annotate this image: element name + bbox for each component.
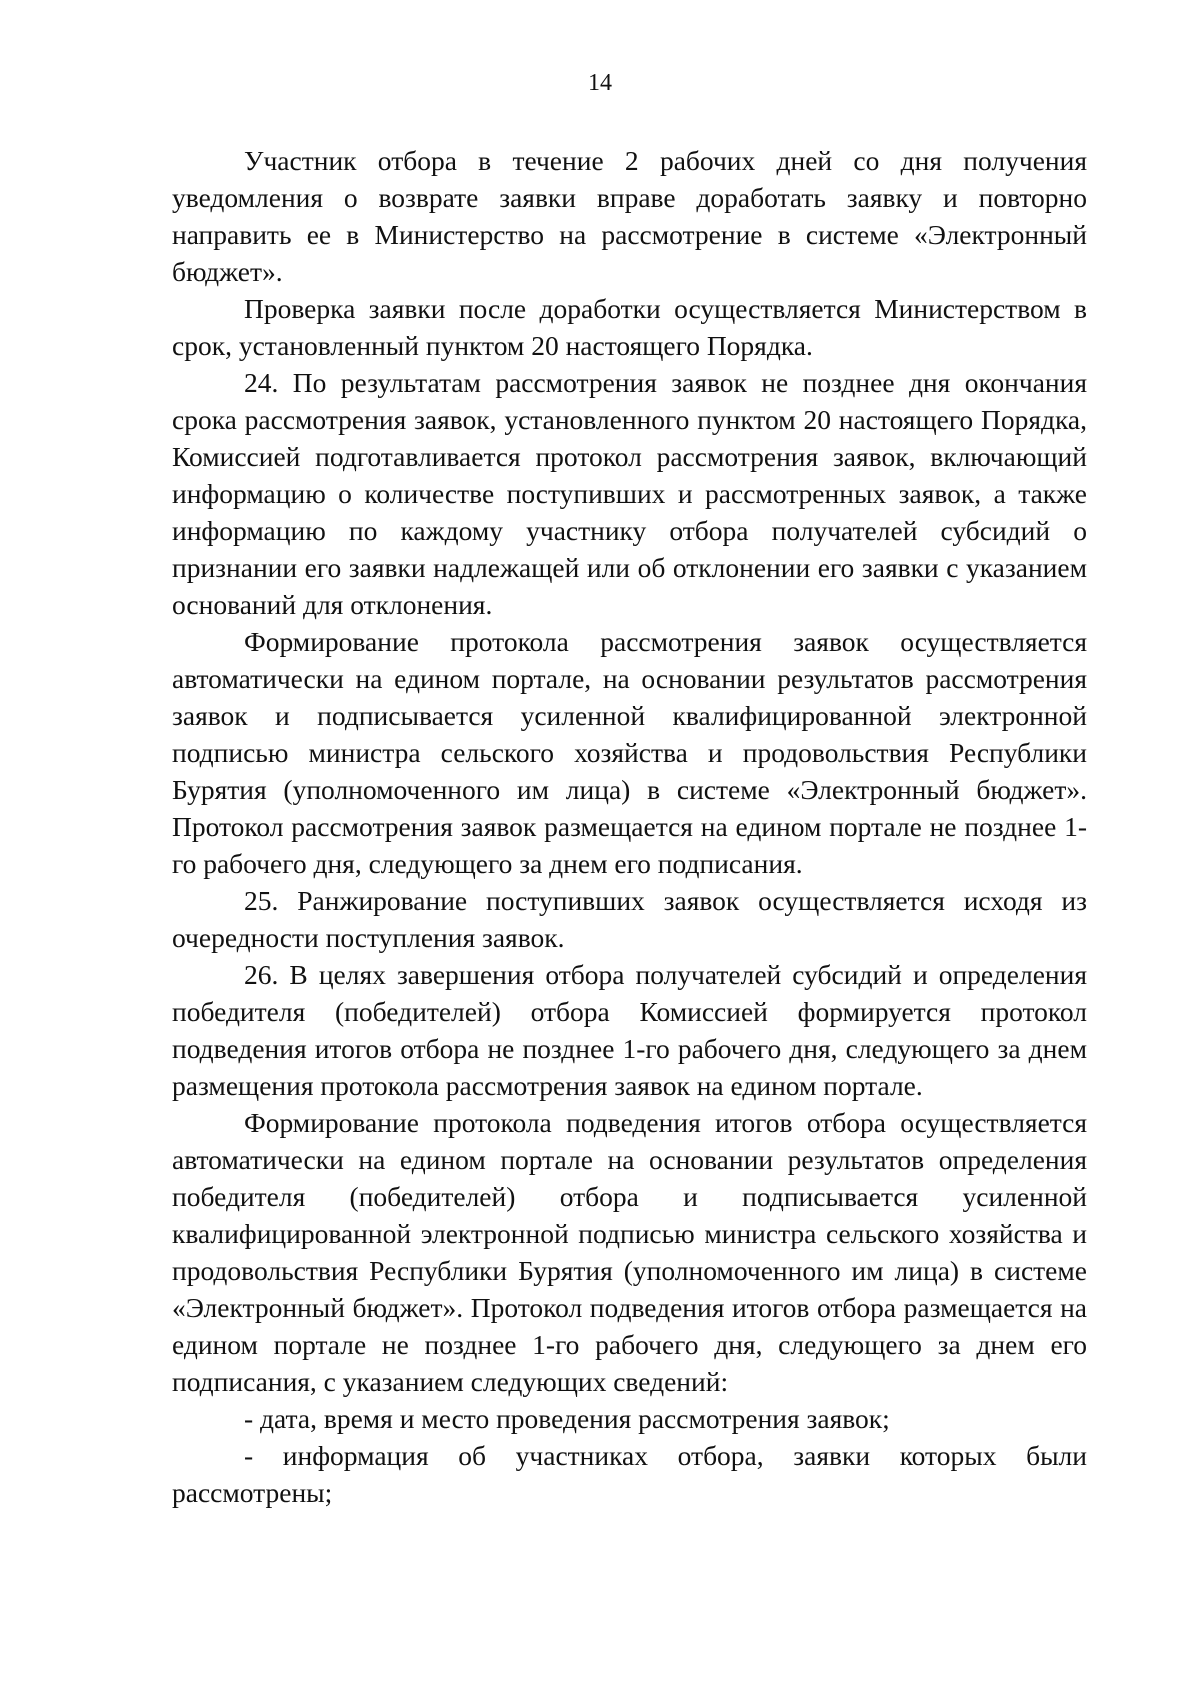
paragraph-item-25: 25. Ранжирование поступивших заявок осуществляется исходя из очередности поступления заявок. xyxy=(172,885,1087,953)
paragraph-item-24: 24. По результатам рассмотрения заявок не позднее дня окончания срока рассмотрения заявок, установленного пунктом 20 настоящего Порядка, Комиссией подготавливается протокол рассмотрения заявок, включающий информацию о количестве поступивших и рассмотренных заявок, а также информацию по каждому участнику отбора получателей субсидий о признании его заявки надлежащей или об отклонении его заявки с указанием оснований для отклонения. xyxy=(172,367,1087,620)
paragraph-review-protocol: Формирование протокола рассмотрения заявок осуществляется автоматически на едином портале, на основании результатов рассмотрения заявок и подписывается усиленной квалифицированной электронной подписью министра сельского хозяйства и продовольствия Республики Бурятия (уполномоченного им лица) в системе «Электронный бюджет». Протокол рассмотрения заявок размещается на едином портале не позднее 1-го рабочего дня, следующего за днем его подписания. xyxy=(172,626,1087,879)
list-item-date-time-place: - дата, время и место проведения рассмотрения заявок; xyxy=(244,1403,890,1434)
list-item-participants-info: - информация об участниках отбора, заявки которых были рассмотрены; xyxy=(172,1440,1087,1508)
document-body xyxy=(172,142,1087,1511)
paragraph-resubmission: Участник отбора в течение 2 рабочих дней со дня получения уведомления о возврате заявки вправе доработать заявку и повторно направить ее в Министерство на рассмотрение в системе «Электронный бюджет». xyxy=(172,145,1087,287)
paragraph-results-protocol: Формирование протокола подведения итогов отбора осуществляется автоматически на едином портале на основании результатов определения победителя (победителей) отбора и подписывается усиленной квалифицированной электронной подписью министра сельского хозяйства и продовольствия Республики Бурятия (уполномоченного им лица) в системе «Электронный бюджет». Протокол подведения итогов отбора размещается на едином портале не позднее 1-го рабочего дня, следующего за днем его подписания, с указанием следующих сведений: xyxy=(172,1107,1087,1397)
paragraph-recheck: Проверка заявки после доработки осуществляется Министерством в срок, установленный пунктом 20 настоящего Порядка. xyxy=(172,293,1087,361)
page-number: 14 xyxy=(588,70,612,96)
paragraph-item-26: 26. В целях завершения отбора получателей субсидий и определения победителя (победителей) отбора Комиссией формируется протокол подведения итогов отбора не позднее 1-го рабочего дня, следующего за днем размещения протокола рассмотрения заявок на едином портале. xyxy=(172,959,1087,1101)
